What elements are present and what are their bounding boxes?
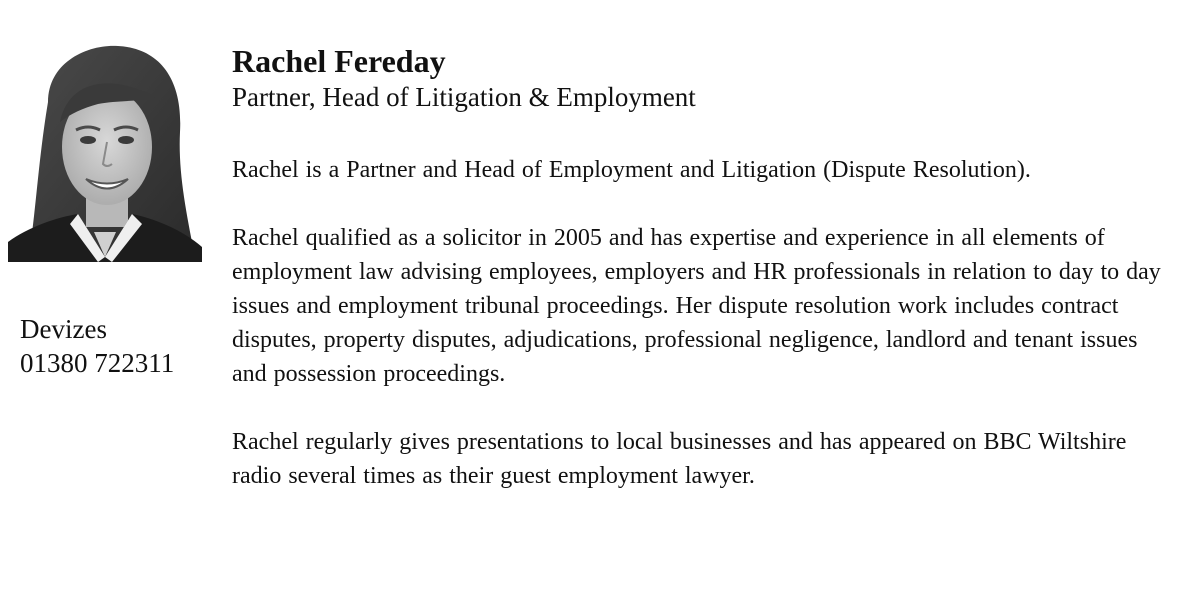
- bio-paragraph-1: Rachel is a Partner and Head of Employment and Litigation (Dispute Resolution).: [232, 157, 1031, 183]
- office-location: Devizes: [20, 314, 107, 344]
- person-role: Partner, Head of Litigation & Employment: [232, 82, 696, 112]
- bio-paragraph-2: Rachel qualified as a solicitor in 2005 and has expertise and experience in all elements of employment law advising employees, employers and HR professionals in relation to day to day issues and employment tribunal proceedings. Her dispute resolution work includes contract disputes, property disputes, adjudications, professional negligence, landlord and tenant issues and possession proceedings.: [232, 225, 1161, 387]
- bio-paragraph-3: Rachel regularly gives presentations to local businesses and has appeared on BBC Wiltshire radio several times as their guest employment lawyer.: [232, 429, 1127, 489]
- person-name: Rachel Fereday: [232, 43, 446, 79]
- phone-number: 01380 722311: [20, 348, 175, 378]
- person-portrait-icon: [8, 42, 202, 262]
- profile-content: [232, 42, 1177, 493]
- contact-block: [20, 312, 174, 380]
- profile-photo: [8, 42, 202, 262]
